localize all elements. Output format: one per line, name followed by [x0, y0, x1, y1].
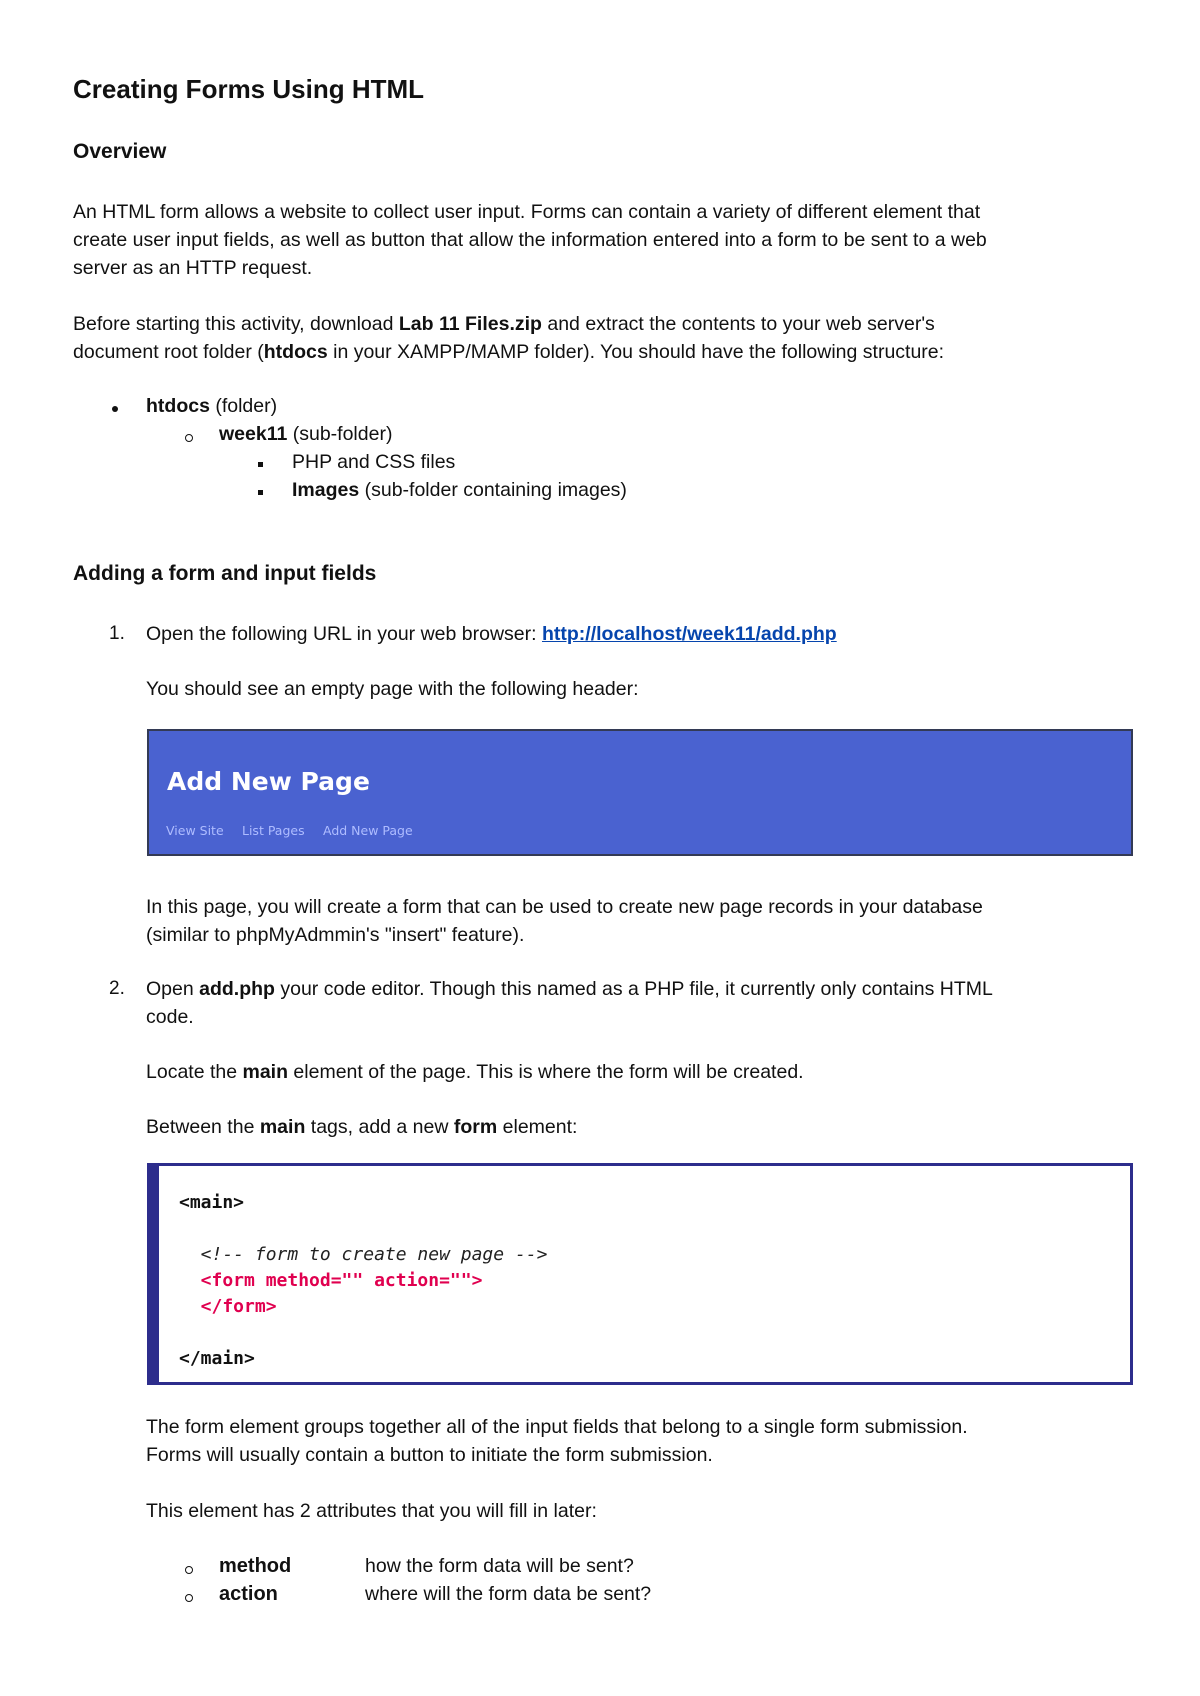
step-1-subtext: You should see an empty page with the following header:: [146, 678, 639, 700]
folder-name: week11: [219, 423, 288, 445]
code-line-highlight: </form>: [179, 1296, 277, 1317]
overview-line: An HTML form allows a website to collect user input. Forms can contain a variety of different element that: [73, 201, 981, 223]
attributes-intro: This element has 2 attributes that you will fill in later:: [146, 1500, 597, 1522]
step-1-after: [146, 893, 983, 949]
form-term: form: [453, 1116, 498, 1138]
step-number: 2.: [109, 978, 125, 999]
folder-desc: (folder): [209, 395, 278, 417]
header-screenshot-title: Add New Page: [167, 767, 370, 796]
nav-add-new-page: Add New Page: [323, 823, 413, 838]
header-screenshot: [147, 729, 1133, 856]
text-run: in your XAMPP/MAMP folder). You should have the following structure:: [327, 341, 945, 363]
text-run: element:: [497, 1116, 578, 1138]
code-block: [147, 1163, 1133, 1385]
text-run: Open the following URL in your web browser:: [146, 623, 542, 645]
text-run: element of the page. This is where the form will be created.: [288, 1061, 804, 1083]
text-run: (similar to phpMyAdmmin's "insert" feature).: [146, 924, 525, 946]
text-run: and extract the contents to your web server's: [541, 313, 935, 335]
square-bullet-icon: [258, 490, 263, 495]
attribute-name: action: [219, 1583, 278, 1605]
overview-heading: Overview: [73, 140, 167, 163]
localhost-url-link[interactable]: http://localhost/week11/add.php: [541, 623, 837, 645]
attribute-name: method: [219, 1555, 292, 1577]
zip-filename: Lab 11 Files.zip: [398, 313, 542, 335]
text-run: Before starting this activity, download: [73, 313, 399, 335]
text-run: In this page, you will create a form that can be used to create new page records in your database: [146, 896, 983, 918]
main-term: main: [259, 1116, 306, 1138]
circle-bullet-icon: [185, 1594, 193, 1602]
attribute-desc: where will the form data be sent?: [365, 1583, 652, 1605]
text-run: The form element groups together all of the input fields that belong to a single form submission.: [146, 1416, 968, 1438]
tree-item-htdocs: [146, 392, 277, 420]
text-run: Forms will usually contain a button to initiate the form submission.: [146, 1444, 713, 1466]
tree-item-images: [292, 476, 627, 504]
bullet-icon: [112, 406, 118, 412]
step-number: 1.: [109, 623, 125, 644]
htdocs-term: htdocs: [263, 341, 328, 363]
folder-name: htdocs: [146, 395, 210, 417]
nav-view-site: View Site: [166, 823, 224, 838]
text-run: document root folder (: [73, 341, 264, 363]
overview-paragraph-2: [73, 310, 944, 366]
folder-desc: (sub-folder): [287, 423, 393, 445]
circle-bullet-icon: [185, 1566, 193, 1574]
text-run: tags, add a new: [305, 1116, 454, 1138]
folder-name: Images: [292, 479, 360, 501]
text-run: Open: [146, 978, 200, 1000]
locate-main-text: [146, 1058, 804, 1086]
overview-line: server as an HTTP request.: [73, 257, 313, 279]
text-run: Locate the: [146, 1061, 243, 1083]
attribute-desc: how the form data will be sent?: [365, 1555, 634, 1577]
square-bullet-icon: [258, 462, 263, 467]
form-explanation: [146, 1413, 968, 1469]
step-1-text: [146, 620, 837, 648]
main-term: main: [242, 1061, 289, 1083]
section-heading: Adding a form and input fields: [73, 562, 377, 585]
text-run: your code editor. Though this named as a PHP file, it currently only contains HTML: [274, 978, 993, 1000]
text-run: code.: [146, 1006, 194, 1028]
code-line: <main>: [179, 1192, 245, 1213]
overview-line: create user input fields, as well as button that allow the information entered into a form to be sent to a web: [73, 229, 987, 251]
tree-item-week11: [219, 420, 392, 448]
nav-list-pages: List Pages: [242, 823, 305, 838]
code-comment: <!-- form to create new page -->: [179, 1244, 548, 1265]
code-line-highlight: <form method="" action="">: [179, 1270, 483, 1291]
code-line: </main>: [179, 1348, 255, 1369]
circle-bullet-icon: [185, 434, 193, 442]
filename: add.php: [199, 978, 275, 1000]
text-run: Between the: [146, 1116, 260, 1138]
step-2-text: [146, 975, 993, 1031]
files-label: PHP and CSS files: [292, 451, 456, 473]
overview-paragraph-1: [73, 198, 987, 282]
between-main-text: [146, 1113, 577, 1141]
tree-item-files: [292, 448, 455, 476]
page-title: Creating Forms Using HTML: [73, 74, 425, 104]
folder-desc: (sub-folder containing images): [359, 479, 627, 501]
